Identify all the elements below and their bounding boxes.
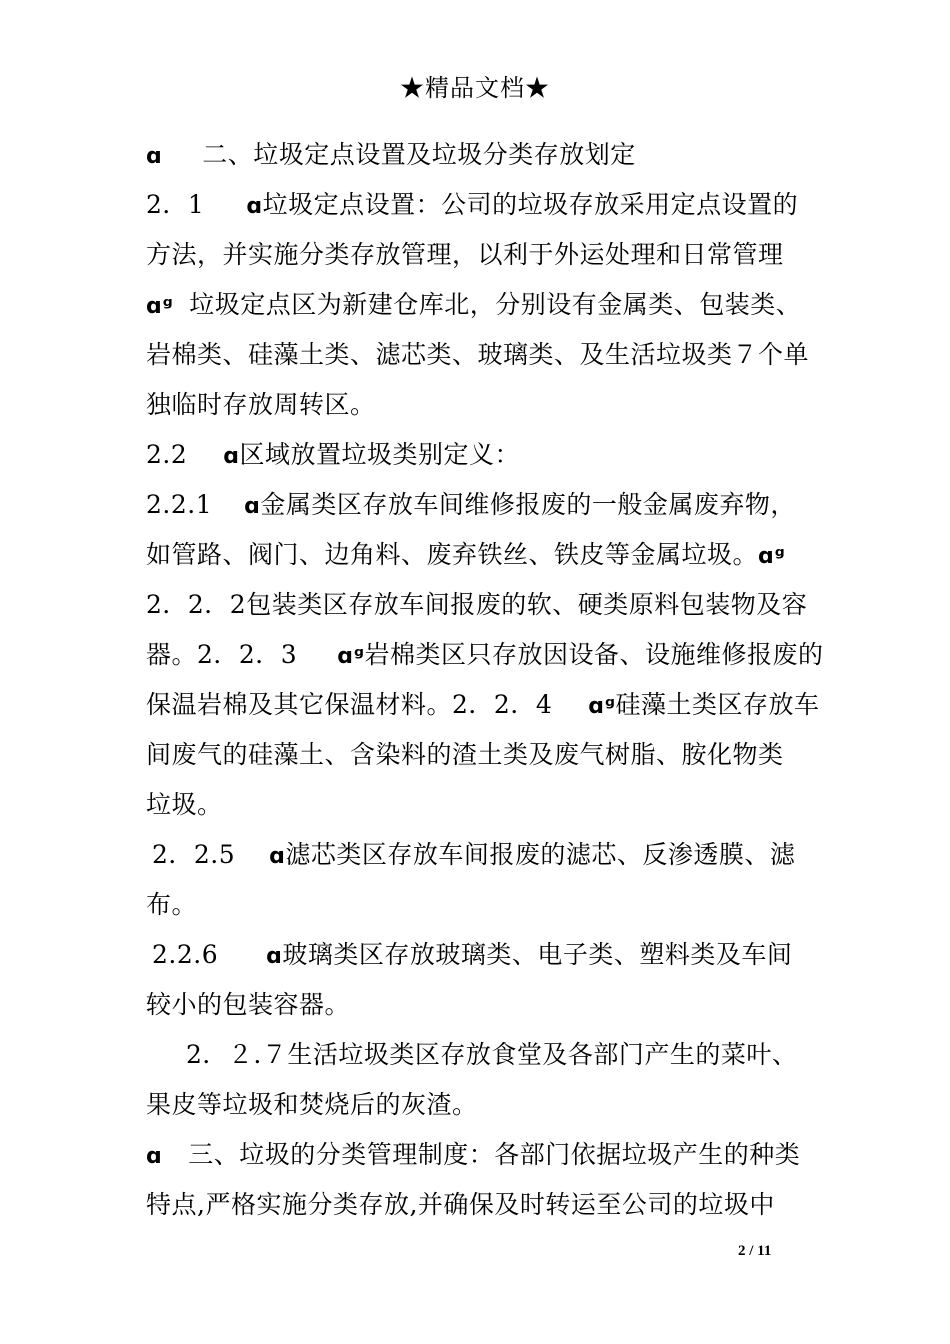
- line-text: 玻璃类区存放玻璃类、电子类、塑料类及车间: [282, 940, 793, 969]
- paragraph-line: 较小的包装容器。: [146, 990, 351, 1019]
- bullet-glyph: ɑ: [146, 1144, 163, 1169]
- line-text: 硅藻土类区存放车: [615, 690, 820, 719]
- paragraph-line: 2．2．2包装类区存放车间报废的软、硬类原料包装物及容: [146, 590, 808, 619]
- line-text: 区域放置垃圾类别定义：: [239, 440, 521, 469]
- paragraph-line: [146, 435, 520, 471]
- section-heading-3: [146, 1135, 800, 1171]
- clause-number: 2．1: [146, 190, 205, 219]
- line-text: 垃圾定点区为新建仓库北，分别设有金属类、包装类、: [189, 290, 802, 319]
- line-text: 垃圾定点设置：公司的垃圾存放采用定点设置的: [262, 190, 799, 219]
- clause-number: 2．2.5: [152, 840, 236, 869]
- paragraph-line: 岩棉类、硅藻土类、滤芯类、玻璃类、及生活垃圾类７个单: [146, 340, 810, 369]
- bullet-glyph: ɑᵍ: [758, 544, 786, 569]
- line-text: 三、垃圾的分类管理制度：各部门依据垃圾产生的种类: [188, 1140, 801, 1169]
- line-text: 保温岩棉及其它保温材料。2．2．4: [146, 690, 553, 719]
- bullet-glyph: ɑ: [223, 444, 240, 469]
- bullet-glyph: ɑ: [146, 144, 163, 169]
- line-text: 如管路、阀门、边角料、废弃铁丝、铁皮等金属垃圾。: [146, 540, 759, 569]
- bullet-glyph: ɑ: [266, 944, 283, 969]
- clause-number: 2.2.1: [146, 490, 213, 519]
- line-text: 滤芯类区存放车间报废的滤芯、反渗透膜、滤: [285, 840, 796, 869]
- paragraph-line: 布。: [146, 890, 198, 919]
- line-text: 金属类区存放车间维修报废的一般金属废弃物，: [260, 490, 796, 519]
- paragraph-line: [146, 535, 785, 571]
- paragraph-line: 间废气的硅藻土、含染料的渣土类及废气树脂、胺化物类: [146, 740, 784, 769]
- paragraph-line: 果皮等垃圾和焚烧后的灰渣。: [146, 1090, 478, 1119]
- line-text: 器。2．2．3: [146, 640, 298, 669]
- paragraph-line: [146, 835, 795, 871]
- bullet-glyph: ɑᵍ: [588, 694, 616, 719]
- bullet-glyph: ɑ: [246, 194, 263, 219]
- paragraph-line: [146, 935, 792, 971]
- paragraph-line: [146, 685, 820, 721]
- page-number: 2 / 11: [738, 1243, 772, 1259]
- clause-number: 2.2: [146, 440, 188, 469]
- paragraph-line: [146, 185, 798, 221]
- paragraph-line: [146, 285, 801, 321]
- page-header-title: ★精品文档★: [400, 74, 550, 102]
- bullet-glyph: ɑᵍ: [146, 294, 174, 319]
- paragraph-line: [146, 485, 796, 521]
- paragraph-line: 特点,严格实施分类存放,并确保及时转运至公司的垃圾中: [146, 1190, 775, 1219]
- bullet-glyph: ɑ: [244, 494, 261, 519]
- paragraph-line: 垃圾。: [146, 790, 223, 819]
- paragraph-line: 方法，并实施分类存放管理，以利于外运处理和日常管理: [146, 240, 784, 269]
- line-text: 二、垃圾定点设置及垃圾分类存放划定: [202, 140, 636, 169]
- paragraph-line: [146, 635, 824, 671]
- line-text: 岩棉类区只存放因设备、设施维修报废的: [364, 640, 824, 669]
- paragraph-line: 2．２.７生活垃圾类区存放食堂及各部门产生的菜叶、: [186, 1040, 798, 1069]
- paragraph-line: 独临时存放周转区。: [146, 390, 376, 419]
- bullet-glyph: ɑ: [269, 844, 286, 869]
- section-heading-2: [146, 135, 636, 171]
- bullet-glyph: ɑᵍ: [337, 644, 365, 669]
- clause-number: 2.2.6: [152, 940, 219, 969]
